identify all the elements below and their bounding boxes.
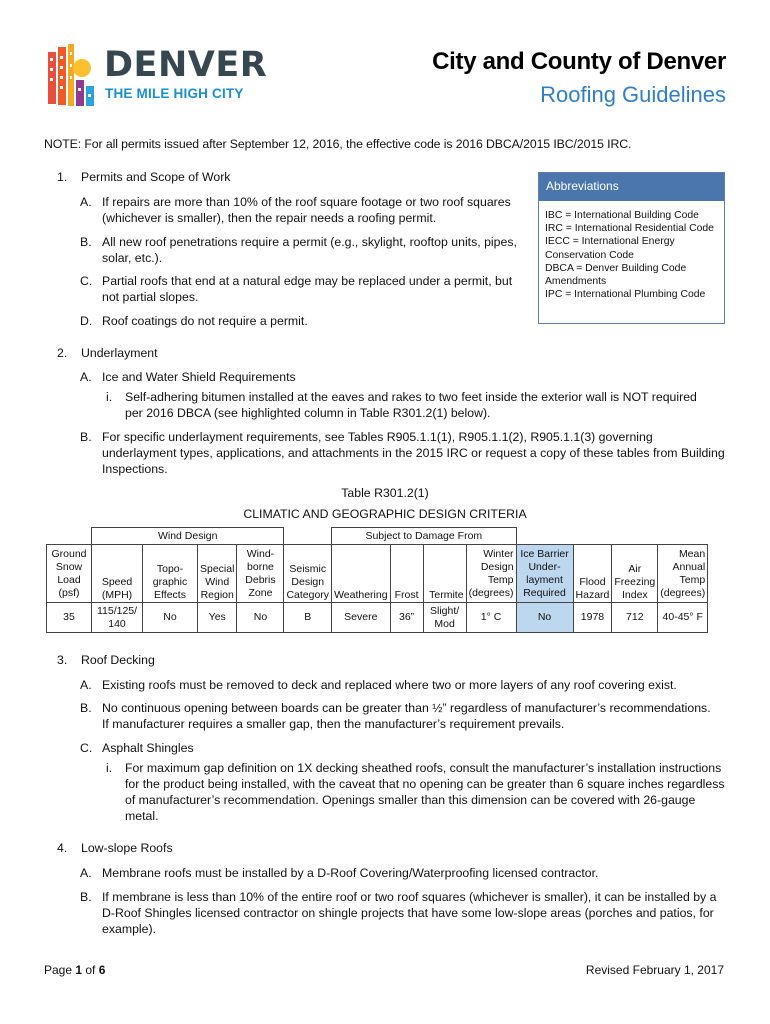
section-3-heading — [57, 653, 155, 667]
climatic-design-table — [46, 527, 708, 633]
item-label: B. — [80, 430, 92, 444]
header-snow-load: Ground Snow Load (psf) — [47, 545, 92, 603]
cell-speed: 115/125/ 140 — [92, 603, 143, 633]
list-item — [80, 194, 520, 226]
cell-snow-load: 35 — [47, 603, 92, 633]
item-text: All new roof penetrations require a permit (e.g., skylight, rooftop units, pipes, solar, etc.). — [102, 235, 517, 265]
page-title: City and County of Denver — [432, 48, 726, 75]
cell-weathering: Severe — [332, 603, 391, 633]
cell-air-freezing: 712 — [612, 603, 658, 633]
item-text: If repairs are more than 10% of the roof square footage or two roof squares (whichever is smaller), then the repair needs a roofing permit. — [102, 195, 511, 225]
section-title: Low-slope Roofs — [81, 841, 173, 855]
item-text: If membrane is less than 10% of the entire roof or two roof squares (whichever is smaller), it can be installed by a D-Roof Shingles licensed contractor on shingle projects that have some low-slope areas (porches and patios, for example). — [102, 890, 717, 936]
cell-seismic: B — [284, 603, 332, 633]
item-text: Existing roofs must be removed to deck and replaced where two or more layers of any roof covering exist. — [102, 678, 677, 692]
table-row — [47, 603, 708, 633]
header-special-wind: Special Wind Region — [198, 545, 237, 603]
item-label: B. — [80, 235, 92, 249]
item-text: Membrane roofs must be installed by a D-Roof Covering/Waterproofing licensed contractor. — [102, 866, 599, 880]
header-topographic: Topo- graphic Effects — [143, 545, 198, 603]
header-frost: Frost — [390, 545, 423, 603]
section-title: Permits and Scope of Work — [81, 170, 231, 184]
abbreviation-line: IRC = International Residential Code — [545, 223, 714, 235]
section-number: 3. — [57, 653, 68, 667]
section-number: 2. — [57, 346, 68, 360]
logo-wordmark: DENVER — [104, 45, 268, 85]
wind-design-group: Wind Design — [92, 528, 284, 545]
header-seismic: Seismic Design Category — [284, 545, 332, 603]
table-group-header-row — [47, 528, 708, 545]
list-item — [80, 865, 720, 881]
header-flood-hazard: Flood Hazard — [573, 545, 612, 603]
damage-group: Subject to Damage From — [332, 528, 516, 545]
list-item — [106, 760, 726, 824]
cell-topographic: No — [143, 603, 198, 633]
table-header-row — [47, 545, 708, 603]
section-4-heading — [57, 841, 173, 855]
revision-date: Revised February 1, 2017 — [585, 963, 724, 977]
header-air-freezing: Air Freezing Index — [612, 545, 658, 603]
abbreviation-line: Conservation Code — [545, 249, 634, 261]
list-item — [80, 234, 520, 266]
cell-mean-temp: 40-45° F — [658, 603, 708, 633]
cell-termite: Slight/ Mod — [423, 603, 466, 633]
effective-code-note: NOTE: For all permits issued after September 12, 2016, the effective code is 2016 DBCA/2015 IBC/2015 IRC. — [44, 137, 632, 151]
item-text: Asphalt Shingles — [102, 741, 194, 755]
header-ice-barrier: Ice Barrier Under- layment Required — [516, 545, 573, 603]
list-item — [80, 700, 720, 732]
section-number: 1. — [57, 170, 68, 184]
abbreviation-line: DBCA = Denver Building Code — [545, 262, 687, 274]
section-2-heading — [57, 346, 158, 360]
item-label: D. — [80, 314, 93, 328]
item-text: Ice and Water Shield Requirements — [102, 370, 296, 384]
cell-windborne-debris: No — [237, 603, 284, 633]
logo-tagline: THE MILE HIGH CITY — [105, 86, 244, 101]
abbreviation-line: IPC = International Plumbing Code — [545, 289, 706, 301]
header-speed: Speed (MPH) — [92, 545, 143, 603]
header-weathering: Weathering — [332, 545, 391, 603]
item-text: Roof coatings do not require a permit. — [102, 314, 308, 328]
item-text: For specific underlayment requirements, see Tables R905.1.1(1), R905.1.1(2), R905.1.1(3) governing underlayment types, applications, and attachments in the 2015 IRC or request a copy of these tables from Building Inspections. — [102, 430, 725, 476]
list-item — [80, 429, 728, 477]
list-item — [80, 369, 720, 385]
abbreviations-heading: Abbreviations — [539, 173, 724, 201]
list-item — [80, 740, 720, 756]
section-number: 4. — [57, 841, 68, 855]
item-text: Partial roofs that end at a natural edge may be replaced under a permit, but not partial slopes. — [102, 274, 513, 304]
item-label: B. — [80, 701, 92, 715]
table-title: Table R301.2(1) — [341, 486, 429, 500]
abbreviation-line: IECC = International Energy — [545, 236, 675, 248]
item-label: A. — [80, 866, 92, 880]
item-label: A. — [80, 678, 92, 692]
item-label: i. — [106, 761, 113, 775]
abbreviation-line: Amendments — [545, 276, 607, 288]
item-text: No continuous opening between boards can be greater than ½” regardless of manufacturer’s recommendations. If manufacturer requires a smaller gap, then the manufacturer’s requirement prevails. — [102, 701, 711, 731]
header-mean-temp: Mean Annual Temp (degrees) — [658, 545, 708, 603]
list-item — [80, 313, 520, 329]
item-label: A. — [80, 370, 92, 384]
list-item — [80, 273, 520, 305]
header-windborne-debris: Wind- borne Debris Zone — [237, 545, 284, 603]
item-text: Self-adhering bitumen installed at the eaves and rakes to two feet inside the exterior wall is NOT required per 2016 DBCA (see highlighted column in Table R301.2(1) below). — [125, 390, 697, 420]
item-label: C. — [80, 741, 93, 755]
header-termite: Termite — [423, 545, 466, 603]
item-label: A. — [80, 195, 92, 209]
abbreviation-line: IBC = International Building Code — [545, 210, 699, 221]
item-label: C. — [80, 274, 93, 288]
cell-frost: 36” — [390, 603, 423, 633]
item-label: B. — [80, 890, 92, 904]
item-label: i. — [106, 390, 113, 404]
abbreviations-list — [539, 201, 724, 301]
list-item — [80, 889, 720, 937]
section-title: Underlayment — [81, 346, 158, 360]
denver-logo — [44, 44, 268, 110]
section-1-heading — [57, 170, 230, 184]
item-text: For maximum gap definition on 1X decking sheathed roofs, consult the manufacturer’s installation instructions for the product being installed, with the caveat that no opening can be greater than 6 square inches regardless of manufacturer’s recommendation. Openings smaller than this dimension can be covered with 26-gauge metal. — [125, 761, 725, 823]
page-subtitle: Roofing Guidelines — [540, 82, 726, 107]
table-subtitle: CLIMATIC AND GEOGRAPHIC DESIGN CRITERIA — [243, 507, 527, 521]
header-winter-temp: Winter Design Temp (degrees) — [466, 545, 516, 603]
page-number: Page 1 of 6 — [44, 963, 106, 977]
section-title: Roof Decking — [81, 653, 155, 667]
cell-special-wind: Yes — [198, 603, 237, 633]
list-item — [106, 389, 706, 421]
cell-ice-barrier: No — [516, 603, 573, 633]
cell-flood-hazard: 1978 — [573, 603, 612, 633]
denver-logo-mark-icon — [48, 44, 94, 108]
list-item — [80, 677, 720, 693]
abbreviations-box — [538, 172, 725, 324]
cell-winter-temp: 1° C — [466, 603, 516, 633]
